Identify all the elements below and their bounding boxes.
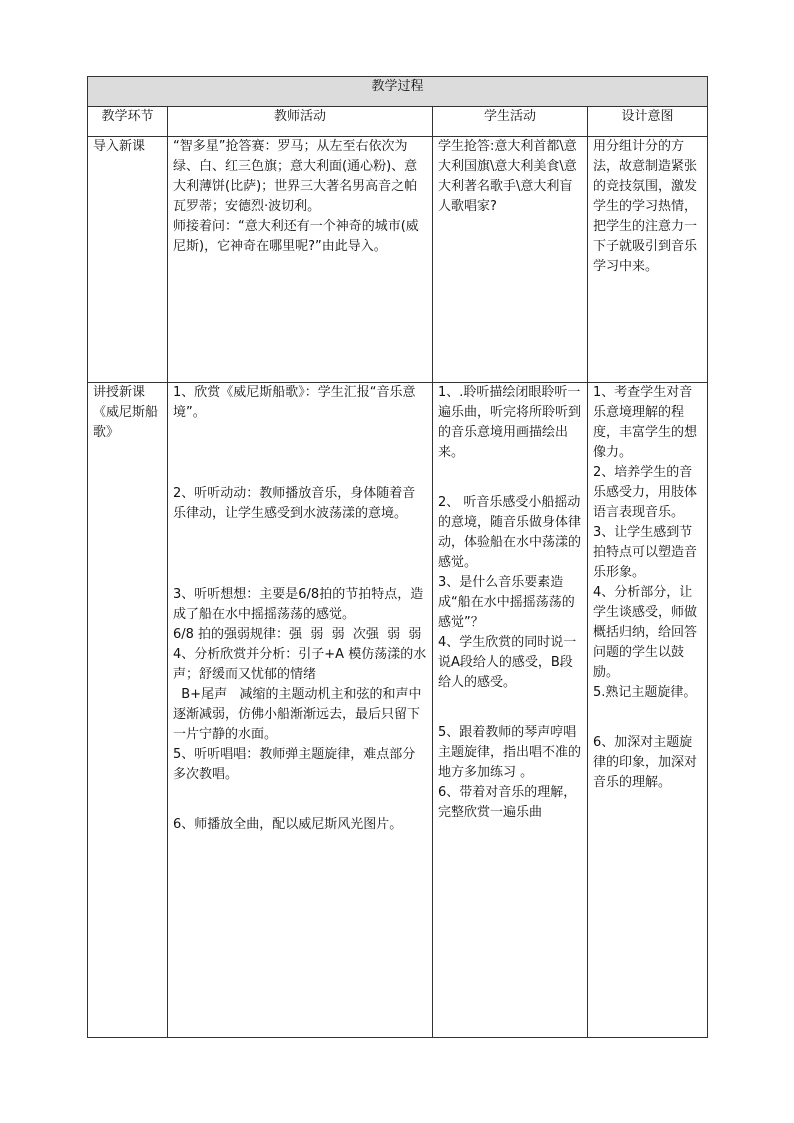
- intro-teacher-activity: [168, 137, 433, 383]
- design-step-6: 6、加深对主题旋律的印象，加深对音乐的理解。: [593, 735, 698, 790]
- teacher-rhythm-rule: 6/8 拍的强弱规律：强 弱 弱 次强 弱 弱: [173, 627, 422, 642]
- main-stage-text: 讲授新课《威尼斯船歌》: [93, 385, 159, 440]
- intro-design-intent: [588, 137, 708, 383]
- intro-design-text: 用分组计分的方法，故意制造紧张的竞技氛围，激发学生的学习热情，把学生的注意力一下子就吸引到音乐学习中来。: [593, 139, 698, 274]
- design-step-1: 1、考查学生对音乐意境理解的程度，丰富学生的想像力。: [593, 385, 698, 460]
- intro-stage: [88, 137, 168, 383]
- student-step-1: 1、.聆听描绘闭眼聆听一遍乐曲，听完将所聆听到的音乐意境用画描绘出来。: [438, 385, 582, 460]
- teacher-step-1: 1、欣赏《威尼斯船歌》：学生汇报“音乐意境”。: [173, 385, 416, 420]
- teacher-step-5: 5、听听唱唱：教师弹主题旋律，难点部分多次教唱。: [173, 747, 416, 782]
- intro-row: [88, 137, 708, 383]
- student-step-3: 3、是什么音乐要素造成“船在水中摇摇荡荡的感觉”？: [438, 575, 575, 630]
- design-step-4: 4、分析部分，让学生谈感受，师做概括归纳，给回答问题的学生以鼓励。: [593, 585, 698, 680]
- header-student-activity: 学生活动: [433, 107, 588, 137]
- design-step-3: 3、让学生感到节拍特点可以塑造音乐形象。: [593, 525, 698, 580]
- student-step-2: 2、 听音乐感受小船摇动的意境，随音乐做身体律动，体验船在水中荡漾的感觉。: [438, 495, 582, 570]
- intro-teacher-text-2: 师接着问：“意大利还有一个神奇的城市(威尼斯)，它神奇在哪里呢?”由此导入。: [173, 219, 419, 254]
- main-student-activity: [433, 383, 588, 1038]
- teacher-step-3: 3、听听想想：主要是6/8拍的节拍特点，造成了船在水中摇摇荡荡的感觉。: [173, 587, 424, 622]
- intro-student-activity: [433, 137, 588, 383]
- teacher-step-6: 6、师播放全曲，配以威尼斯风光图片。: [173, 817, 403, 832]
- intro-student-text: 学生抢答:意大利首都\意大利国旗\意大利美食\意大利著名歌手\意大利盲人歌唱家?: [438, 139, 577, 214]
- intro-teacher-text-1: “智多星”抢答赛：罗马；从左至右依次为绿、白、红三色旗；意大利面(通心粉)、意大利薄饼(比萨)；世界三大著名男高音之帕瓦罗蒂；安德烈·波切利。: [173, 139, 418, 214]
- main-row: [88, 383, 708, 1038]
- teacher-step-4-b-section: B+尾声 减缩的主题动机主和弦的和声中逐渐减弱，仿佛小船渐渐远去，最后只留下一片宁静的水面。: [173, 687, 422, 742]
- design-step-5: 5.熟记主题旋律。: [593, 685, 697, 700]
- header-stage: 教学环节: [88, 107, 168, 137]
- intro-stage-text: 导入新课: [93, 139, 146, 154]
- student-step-5: 5、跟着教师的琴声哼唱主题旋律，指出唱不准的地方多加练习 。: [438, 725, 582, 780]
- main-design-intent: [588, 383, 708, 1038]
- table-title-row: [88, 77, 708, 107]
- main-teacher-activity: [168, 383, 433, 1038]
- header-design-intent: 设计意图: [588, 107, 708, 137]
- header-teacher-activity: 教师活动: [168, 107, 433, 137]
- student-step-4: 4、学生欣赏的同时说一说A段给人的感受，B段给人的感受。: [438, 635, 577, 690]
- teacher-step-2: 2、听听动动：教师播放音乐，身体随着音乐律动，让学生感受到水波荡漾的意境。: [173, 486, 416, 521]
- teacher-step-4: 4、分析欣赏并分析：引子+A 模仿荡漾的水声；舒缓而又忧郁的情绪: [173, 647, 427, 682]
- design-step-2: 2、培养学生的音乐感受力，用肢体语言表现音乐。: [593, 465, 698, 520]
- student-step-6: 6、带着对音乐的理解，完整欣赏一遍乐曲: [438, 785, 577, 820]
- teaching-process-table: [87, 76, 708, 1038]
- main-stage: [88, 383, 168, 1038]
- table-title: 教学过程: [88, 77, 708, 107]
- table-header-row: [88, 107, 708, 137]
